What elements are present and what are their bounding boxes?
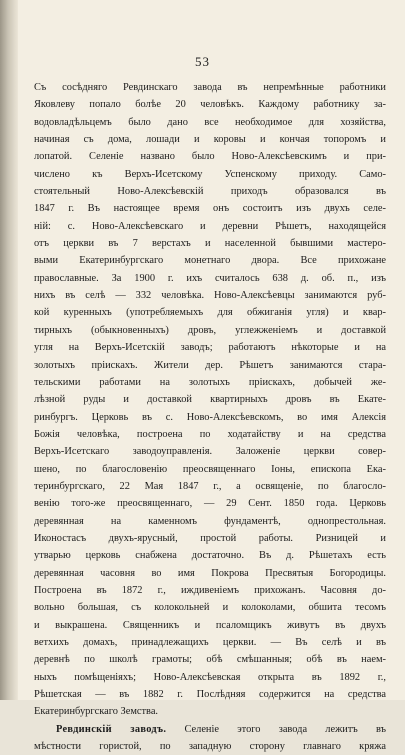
text-line: золотыхъ пріискахъ. Жители дер. Рѣшетъ занимаются стара- <box>34 359 386 371</box>
section-heading: Ревдинскій заводъ. <box>56 723 167 735</box>
text-line: лѣзной руды и доставкой квартирныхъ дровъ въ Екате- <box>34 394 386 406</box>
text-line: кой куренныхъ (употребляемыхъ для обжиганія угля) и квар- <box>34 307 386 319</box>
text-line: ветхихъ домахъ, принадлежащихъ церкви. — Въ селѣ и въ <box>34 637 386 648</box>
text-line: нихъ въ селѣ — 332 человѣка. Ново-Алексѣевцы занимаются руб- <box>34 290 386 302</box>
text-line: начиная съ дома, лошади и коровы и кончая топоромъ и <box>34 134 386 146</box>
text-line: деревнѣ по школѣ грамоты; обѣ смѣшанныя; обѣ въ наем- <box>34 654 386 666</box>
text-line: числено къ Верхъ-Исетскому Успенскому приходу. Само- <box>34 168 386 180</box>
text-line: водовладѣльцемъ было дано все необходимое для хозяйства, <box>34 116 386 128</box>
text-line: венію того-же преосвященнаго, — 29 Сент. 1850 года. Церковь <box>34 498 386 510</box>
text-line: Екатеринбургскаго Земства. <box>34 706 159 718</box>
text-line: мѣстности гористой, по западную сторону главнаго кряжа <box>34 741 386 753</box>
text-line: стоятельный Ново-Алексѣевскій приходъ образовался въ <box>34 186 386 198</box>
text-line: Верхъ-Исетскаго заводоуправленія. Заложеніе церкви совер- <box>34 446 386 458</box>
text-line: Божія человѣка, построена по ходатайству и на средства <box>34 428 386 440</box>
text-line: деревянная на каменномъ фундаментѣ, однопрестольная. <box>34 515 386 527</box>
text-line: ринбургъ. Церковь въ с. Ново-Алексѣевскомъ, во имя Алексія <box>34 411 386 423</box>
text-line: теринбургскаго, 22 Мая 1847 г., а освященіе, по благосло- <box>34 480 386 492</box>
text-line: Рѣшетская — въ 1882 г. Послѣдняя содержится на средства <box>34 689 386 701</box>
text-line: Съ сосѣдняго Ревдинскаго завода въ непремѣнные работники <box>34 82 386 93</box>
section-heading-line <box>34 721 386 738</box>
text-line: вольно большая, съ колокольней и колоколами, обшита тесомъ <box>34 602 386 614</box>
text-line: утварью церковь снабжена достаточно. Въ д. Рѣшетахъ есть <box>34 550 386 562</box>
text-line: лопатой. Селеніе названо было Ново-Алексѣевскимъ и при- <box>34 151 386 163</box>
page-number: 53 <box>195 54 210 69</box>
text-line: Яковлеву попало болѣе 20 человѣкъ. Каждому работнику за- <box>34 99 386 111</box>
text-line: шено, по благословенію преосвященнаго Іоны, епископа Ека- <box>34 463 386 475</box>
text-line: выми Екатеринбургскаго монетнаго двора. Все прихожане <box>34 255 386 267</box>
text-line: Иконостасъ двухъ-ярусный, простой работы. Ризницей и <box>34 532 386 544</box>
text-line: тельскими работами на золотыхъ пріискахъ, добычей же- <box>34 376 386 388</box>
text-line: ныхъ помѣщеніяхъ; Ново-Алексѣевская открыта въ 1892 г., <box>34 671 386 683</box>
text-line: ній: с. Ново-Алексѣевскаго и деревни Рѣшетъ, находящейся <box>34 220 386 232</box>
page-spine-shadow <box>0 0 18 700</box>
text-line: Построена въ 1872 г., иждивеніемъ прихожанъ. Часовня до- <box>34 584 386 596</box>
text-line: деревянная часовня во имя Покрова Пресвятыя Богородицы. <box>34 567 386 579</box>
text-line: 1847 г. Въ настоящее время онъ состоитъ изъ двухъ селе- <box>34 203 386 215</box>
text-line: православные. За 1900 г. ихъ считалось 638 д. об. п., изъ <box>34 272 386 284</box>
text-line: угля на Верхъ-Исетскій заводъ; работаютъ нѣкоторые и на <box>34 342 386 354</box>
text-line: и выкрашена. Священникъ и псаломщикъ живутъ въ двухъ <box>34 619 386 631</box>
body-text <box>34 79 386 755</box>
text-line: отъ церкви въ 7 верстахъ и населенной бывшими мастеро- <box>34 238 386 250</box>
text-fragment: Селеніе этого завода лежитъ въ <box>166 723 386 735</box>
text-line: тирныхъ (обыкновенныхъ) дровъ, углежженіемъ и доставкой <box>34 324 386 336</box>
